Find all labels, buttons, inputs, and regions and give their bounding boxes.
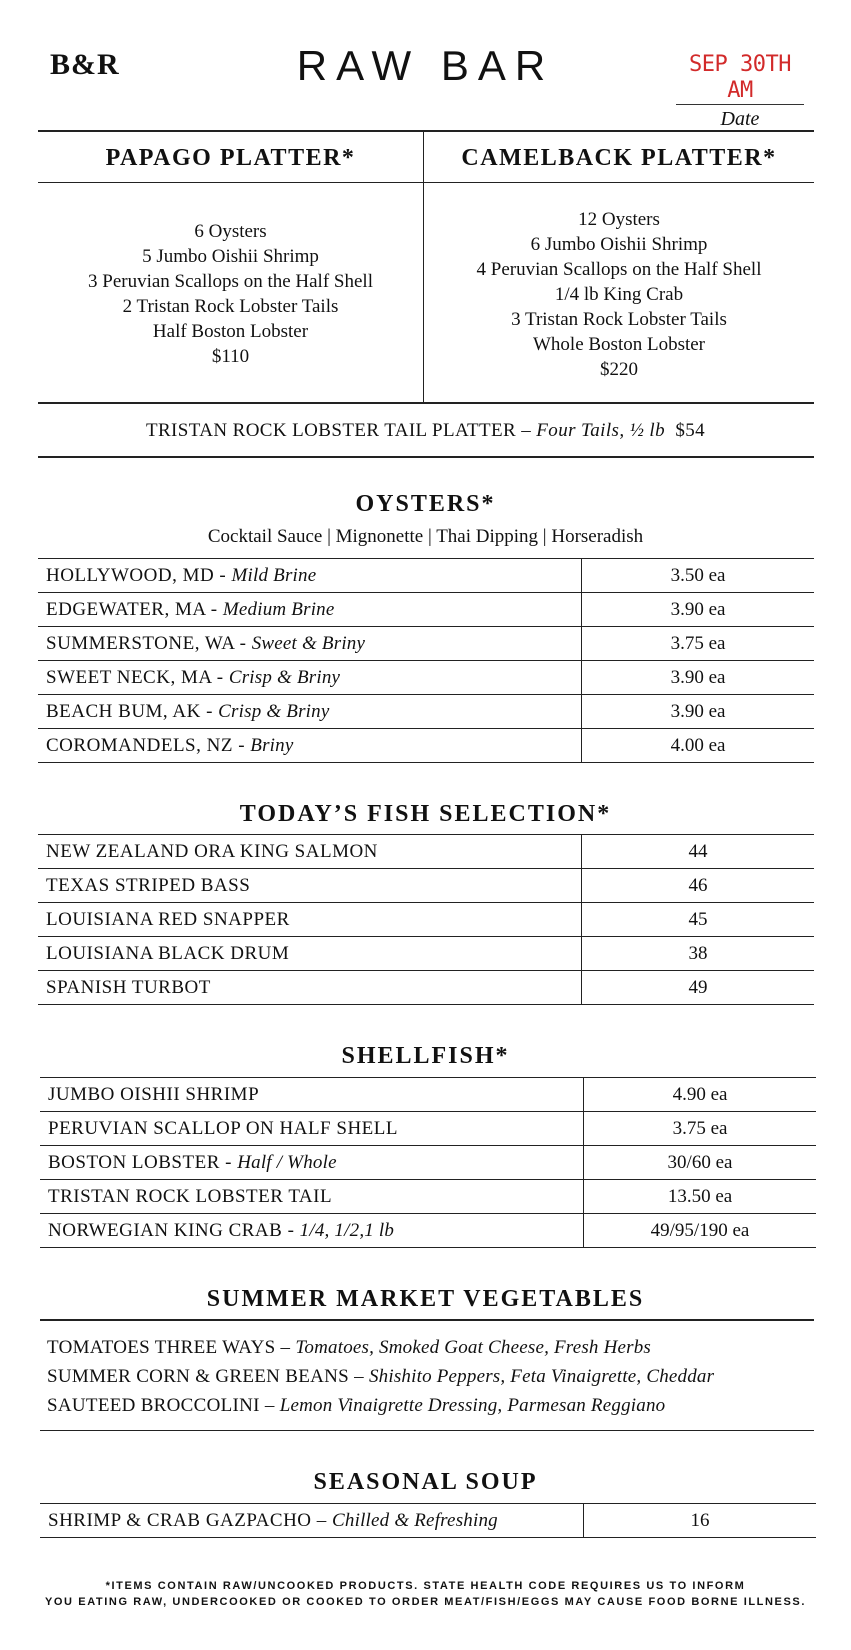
table-row: [38, 593, 814, 627]
item-price: 30/60 ea: [667, 1152, 733, 1173]
item-name-cell: [40, 1146, 584, 1179]
item-price: 3.75 ea: [672, 1118, 728, 1139]
item-price: 3.90 ea: [670, 599, 726, 620]
section-title-fish: TODAY’S FISH SELECTION*: [239, 801, 612, 827]
section-title-soup: SEASONAL SOUP: [313, 1469, 538, 1495]
item-name-cell: [38, 937, 582, 970]
platter-title-papago: PAPAGO PLATTER*: [105, 145, 356, 171]
tristan-platter-name: TRISTAN ROCK LOBSTER TAIL PLATTER –: [145, 420, 532, 441]
item-desc: Sweet & Briny: [251, 633, 366, 654]
item-name: EDGEWATER, MA -: [46, 599, 218, 620]
item-name-cell: [38, 627, 582, 660]
date-field: [676, 52, 804, 131]
item-desc: Crisp & Briny: [228, 667, 341, 688]
tristan-platter-price: $54: [675, 420, 706, 441]
platter-item: Whole Boston Lobster: [532, 334, 706, 355]
divider: [38, 402, 814, 404]
divider: [38, 182, 814, 183]
table-row: [38, 627, 814, 661]
item-price: 3.50 ea: [670, 565, 726, 586]
item-price: 3.75 ea: [670, 633, 726, 654]
table-row: [38, 869, 814, 903]
logo: B&R: [50, 48, 120, 81]
platter-item: 3 Tristan Rock Lobster Tails: [511, 309, 727, 330]
tristan-platter-line: [0, 420, 851, 442]
divider: [38, 130, 814, 132]
date-value: SEP 30TH AM: [676, 52, 804, 105]
item-name: JUMBO OISHII SHRIMP: [48, 1084, 260, 1105]
fish-table: [38, 834, 814, 1005]
table-row: [38, 729, 814, 763]
platter-items-camelback: [424, 207, 814, 382]
platter-item: 12 Oysters: [578, 209, 660, 230]
item-name-cell: [38, 835, 582, 868]
section-title-oysters: OYSTERS*: [355, 491, 496, 517]
item-name-cell: [38, 729, 582, 762]
disclaimer-line: *ITEMS CONTAIN RAW/UNCOOKED PRODUCTS. STATE HEALTH CODE REQUIRES US TO INFORM: [105, 1580, 746, 1592]
item-price: 49: [688, 977, 708, 998]
item-name: SUMMERSTONE, WA -: [46, 633, 247, 654]
list-item: [47, 1362, 817, 1391]
item-name: SAUTEED BROCCOLINI –: [47, 1395, 275, 1416]
item-desc: Briny: [250, 735, 294, 756]
item-desc: Mild Brine: [231, 565, 317, 586]
item-name-cell: [40, 1214, 584, 1247]
date-label: Date: [720, 108, 760, 130]
shellfish-table: [40, 1077, 816, 1248]
item-desc: Crisp & Briny: [218, 701, 330, 722]
table-row: [38, 661, 814, 695]
item-name: LOUISIANA RED SNAPPER: [46, 909, 290, 930]
table-row: [38, 903, 814, 937]
oyster-sauces: Cocktail Sauce | Mignonette | Thai Dipping | Horseradish: [207, 526, 644, 547]
table-row: [38, 937, 814, 971]
table-row: [40, 1112, 816, 1146]
divider: [40, 1430, 814, 1431]
table-row: [38, 835, 814, 869]
item-name: LOUISIANA BLACK DRUM: [46, 943, 290, 964]
platter-item: Half Boston Lobster: [152, 321, 309, 342]
platter-item: 6 Oysters: [194, 221, 267, 242]
item-name: SHRIMP & CRAB GAZPACHO –: [48, 1510, 327, 1531]
item-desc: Half / Whole: [237, 1152, 337, 1173]
item-name: PERUVIAN SCALLOP ON HALF SHELL: [48, 1118, 398, 1139]
table-row: [40, 1146, 816, 1180]
item-name-cell: [38, 559, 582, 592]
item-name: NORWEGIAN KING CRAB -: [48, 1220, 295, 1241]
soup-table: [40, 1503, 816, 1538]
item-name-cell: [38, 903, 582, 936]
table-row: [40, 1214, 816, 1248]
platter-item: 5 Jumbo Oishii Shrimp: [142, 246, 319, 267]
item-price: 44: [688, 841, 708, 862]
item-desc: Tomatoes, Smoked Goat Cheese, Fresh Herbs: [295, 1337, 652, 1358]
platter-item: 6 Jumbo Oishii Shrimp: [530, 234, 708, 255]
item-name: BOSTON LOBSTER -: [48, 1152, 232, 1173]
item-price: 38: [688, 943, 708, 964]
item-name-cell: [38, 869, 582, 902]
table-row: [40, 1078, 816, 1112]
section-title-shellfish: SHELLFISH*: [341, 1043, 510, 1069]
vegetable-list: [47, 1333, 817, 1420]
item-name: TEXAS STRIPED BASS: [46, 875, 251, 896]
platter-item: 4 Peruvian Scallops on the Half Shell: [476, 259, 762, 280]
table-row: [38, 559, 814, 593]
item-price: 45: [688, 909, 708, 930]
platter-price: $220: [600, 359, 638, 380]
page-title: RAW BAR: [296, 42, 555, 89]
table-row: [40, 1180, 816, 1214]
item-name: SPANISH TURBOT: [46, 977, 211, 998]
item-price: 49/95/190 ea: [650, 1220, 750, 1241]
item-price: 4.00 ea: [670, 735, 726, 756]
item-desc: Shishito Peppers, Feta Vinaigrette, Cheddar: [368, 1366, 715, 1387]
item-price: 46: [688, 875, 708, 896]
item-name: NEW ZEALAND ORA KING SALMON: [46, 841, 378, 862]
item-price: 13.50 ea: [667, 1186, 733, 1207]
divider: [40, 1319, 814, 1321]
item-name-cell: [40, 1112, 584, 1145]
item-price: 3.90 ea: [670, 667, 726, 688]
platter-item: 3 Peruvian Scallops on the Half Shell: [88, 271, 373, 292]
list-item: [47, 1333, 817, 1362]
table-row: [38, 695, 814, 729]
item-name: SUMMER CORN & GREEN BEANS –: [47, 1366, 364, 1387]
item-name-cell: [38, 593, 582, 626]
item-name-cell: [40, 1078, 584, 1111]
item-desc: Lemon Vinaigrette Dressing, Parmesan Reggiano: [279, 1395, 666, 1416]
item-desc: Medium Brine: [222, 599, 335, 620]
item-name: TOMATOES THREE WAYS –: [47, 1337, 291, 1358]
table-row: [38, 971, 814, 1005]
item-name: SWEET NECK, MA -: [46, 667, 224, 688]
item-name: BEACH BUM, AK -: [46, 701, 213, 722]
table-row: [40, 1504, 816, 1538]
item-name-cell: [40, 1180, 584, 1213]
divider: [38, 456, 814, 458]
item-desc: 1/4, 1/2,1 lb: [299, 1220, 395, 1241]
item-name-cell: [40, 1504, 584, 1537]
oysters-table: [38, 558, 814, 763]
section-title-vegetables: SUMMER MARKET VEGETABLES: [206, 1286, 645, 1312]
platter-items-papago: [38, 219, 423, 369]
platter-price: $110: [211, 346, 250, 367]
item-name: HOLLYWOOD, MD -: [46, 565, 227, 586]
item-price: 4.90 ea: [672, 1084, 728, 1105]
health-disclaimer: [0, 1578, 851, 1610]
platter-title-camelback: CAMELBACK PLATTER*: [461, 145, 777, 171]
platter-item: 2 Tristan Rock Lobster Tails: [122, 296, 339, 317]
item-price: 3.90 ea: [670, 701, 726, 722]
item-name-cell: [38, 971, 582, 1004]
disclaimer-line: YOU EATING RAW, UNDERCOOKED OR COOKED TO ORDER MEAT/FISH/EGGS MAY CAUSE FOOD BORNE ILLNESS.: [44, 1596, 807, 1608]
item-desc: Chilled & Refreshing: [332, 1510, 498, 1531]
tristan-platter-desc: Four Tails, ½ lb: [536, 420, 665, 441]
item-name: COROMANDELS, NZ -: [46, 735, 246, 756]
item-name-cell: [38, 695, 582, 728]
item-name: TRISTAN ROCK LOBSTER TAIL: [48, 1186, 333, 1207]
list-item: [47, 1391, 817, 1420]
item-name-cell: [38, 661, 582, 694]
platter-item: 1/4 lb King Crab: [554, 284, 684, 305]
item-price: 16: [690, 1510, 710, 1531]
